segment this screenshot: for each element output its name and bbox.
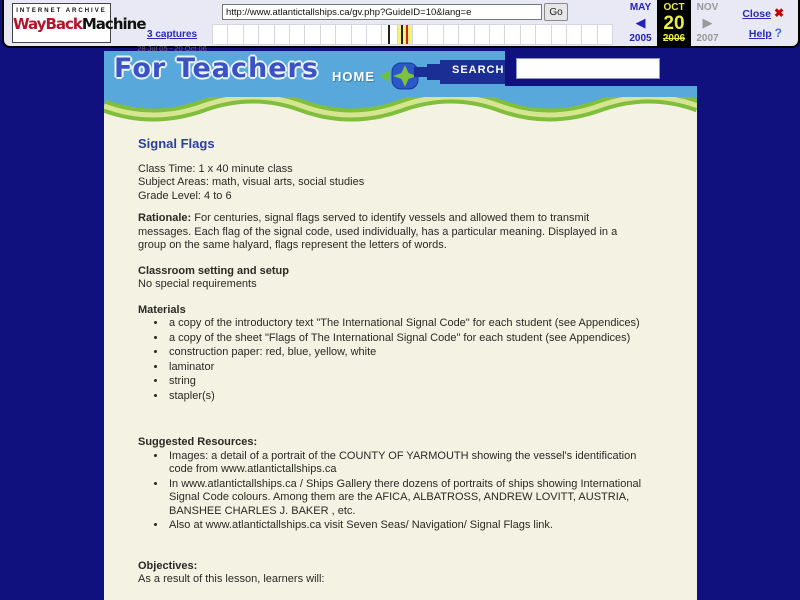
home-button[interactable] <box>332 61 424 91</box>
search-label: SEARCH <box>452 64 505 76</box>
current-capture-column <box>657 0 691 46</box>
objectives-intro: As a result of this lesson, learners will: <box>138 573 325 585</box>
timeline-cell[interactable] <box>366 24 381 45</box>
subject-areas: Subject Areas: math, visual arts, social studies <box>138 176 365 188</box>
captures-link[interactable]: 3 captures <box>146 29 198 40</box>
timeline-cell[interactable] <box>581 24 596 45</box>
search-box-panel <box>505 51 697 86</box>
close-toolbar <box>742 6 784 20</box>
wayback-toolbar <box>2 0 800 53</box>
list-item: • In www.atlantictallships.ca / Ships Gallery there dozens of portraits of ships showing International Signal Code colours. Among them are the AFICA, ALBATROSS, ANDREW LOVITT, AUSTRIA, BANSHEE CHARLES J. BAKER , etc. <box>167 478 647 519</box>
current-year-label: 2006 <box>662 33 686 44</box>
search-input[interactable] <box>516 58 660 79</box>
rationale-text: For centuries, signal flags served to identify vessels and allowed them to transmit messages. Each flag of the signal code, used individually, has a particular meaning. Displayed in a group on the same halyard, flags represent the letters of words. <box>138 212 618 251</box>
site-header <box>104 51 697 97</box>
timeline-cell[interactable] <box>212 24 227 45</box>
list-item: • stapler(s) <box>167 390 647 404</box>
timeline-cell[interactable] <box>258 24 273 45</box>
timeline-cell[interactable] <box>289 24 304 45</box>
materials-list <box>138 317 647 403</box>
list-item: • a copy of the sheet "Flags of The International Signal Code" for each student (see Appendices) <box>167 332 647 346</box>
timeline-cell[interactable] <box>304 24 319 45</box>
capture-mark[interactable] <box>406 25 408 44</box>
timeline-cell[interactable] <box>412 24 427 45</box>
timeline-cell[interactable] <box>535 24 550 45</box>
timeline-cell[interactable] <box>335 24 350 45</box>
resources-heading: Suggested Resources: <box>138 436 258 448</box>
current-month-label: OCT <box>663 2 685 13</box>
timeline-cell[interactable] <box>504 24 519 45</box>
next-month-label: NOV <box>696 2 719 13</box>
timeline-cell[interactable] <box>227 24 242 45</box>
list-item: • string <box>167 375 647 389</box>
site-page <box>104 51 697 600</box>
previous-capture-column <box>624 0 657 46</box>
help-icon[interactable]: ? <box>774 26 782 40</box>
list-item: • Images: a detail of a portrait of the COUNTY OF YARMOUTH showing the vessel's identification code from www.atlantictallships.ca <box>167 450 647 477</box>
current-day-label: 20 <box>663 12 685 34</box>
timeline-cell[interactable] <box>320 24 335 45</box>
capture-mark[interactable] <box>388 25 390 44</box>
lesson-title: Signal Flags <box>138 136 215 151</box>
timeline-cell[interactable] <box>597 24 613 45</box>
lesson-content <box>104 127 697 587</box>
next-capture-column <box>691 0 724 46</box>
captures-block <box>126 24 218 53</box>
home-label: HOME <box>332 68 375 84</box>
timeline-cell[interactable] <box>489 24 504 45</box>
help-link[interactable]: Help <box>748 28 772 40</box>
timeline-cell[interactable] <box>397 24 412 45</box>
timeline-cell[interactable] <box>458 24 473 45</box>
wayback-brand: WayBackMachine <box>13 15 146 33</box>
list-item: • laminator <box>167 361 647 375</box>
timeline-cell[interactable] <box>243 24 258 45</box>
close-icon[interactable]: ✖ <box>773 6 784 20</box>
next-capture-arrow-icon: ▶ <box>702 15 713 30</box>
timeline-cell[interactable] <box>443 24 458 45</box>
classroom-heading: Classroom setting and setup <box>138 264 289 277</box>
previous-capture-arrow-icon[interactable]: ◀ <box>635 15 646 30</box>
wave-divider <box>104 97 697 127</box>
close-link[interactable]: Close <box>742 8 771 20</box>
next-year-label: 2007 <box>696 33 719 44</box>
date-navigator <box>624 0 724 46</box>
timeline-cell[interactable] <box>520 24 535 45</box>
materials-heading: Materials <box>138 303 186 316</box>
timeline-cell[interactable] <box>566 24 581 45</box>
timeline-cell[interactable] <box>474 24 489 45</box>
capture-mark[interactable] <box>401 25 403 44</box>
rationale-label: Rationale: <box>138 212 192 224</box>
wayback-logo[interactable] <box>12 3 146 43</box>
grade-level: Grade Level: 4 to 6 <box>138 189 232 202</box>
internet-archive-label: INTERNET ARCHIVE <box>16 8 107 14</box>
previous-month-label: MAY <box>629 2 652 13</box>
help-block <box>749 26 782 40</box>
lesson-meta <box>138 163 657 204</box>
list-item: • a copy of the introductory text "The International Signal Code" for each student (see Appendices) <box>167 317 647 331</box>
timeline-cell[interactable] <box>551 24 566 45</box>
timeline-cell[interactable] <box>381 24 396 45</box>
classroom-text: No special requirements <box>138 278 257 290</box>
objectives-heading: Objectives: <box>138 559 198 572</box>
previous-year-label[interactable]: 2005 <box>629 33 652 44</box>
go-button[interactable]: Go <box>544 3 568 21</box>
timeline-cell[interactable] <box>274 24 289 45</box>
timeline-cell[interactable] <box>351 24 366 45</box>
rationale-paragraph <box>138 212 643 253</box>
list-item: • Also at www.atlantictallships.ca visit Seven Seas/ Navigation/ Signal Flags link. <box>167 519 647 533</box>
resources-list <box>138 450 647 533</box>
captures-date-range: 28 Jul 05 - 20 Oct 06 <box>137 44 207 53</box>
list-item: • construction paper: red, blue, yellow, white <box>167 346 647 360</box>
timeline-cell[interactable] <box>427 24 442 45</box>
class-time: Class Time: 1 x 40 minute class <box>138 162 293 175</box>
url-input[interactable] <box>222 4 542 20</box>
page-title: For Teachers <box>114 53 319 84</box>
capture-timeline[interactable] <box>212 24 613 45</box>
